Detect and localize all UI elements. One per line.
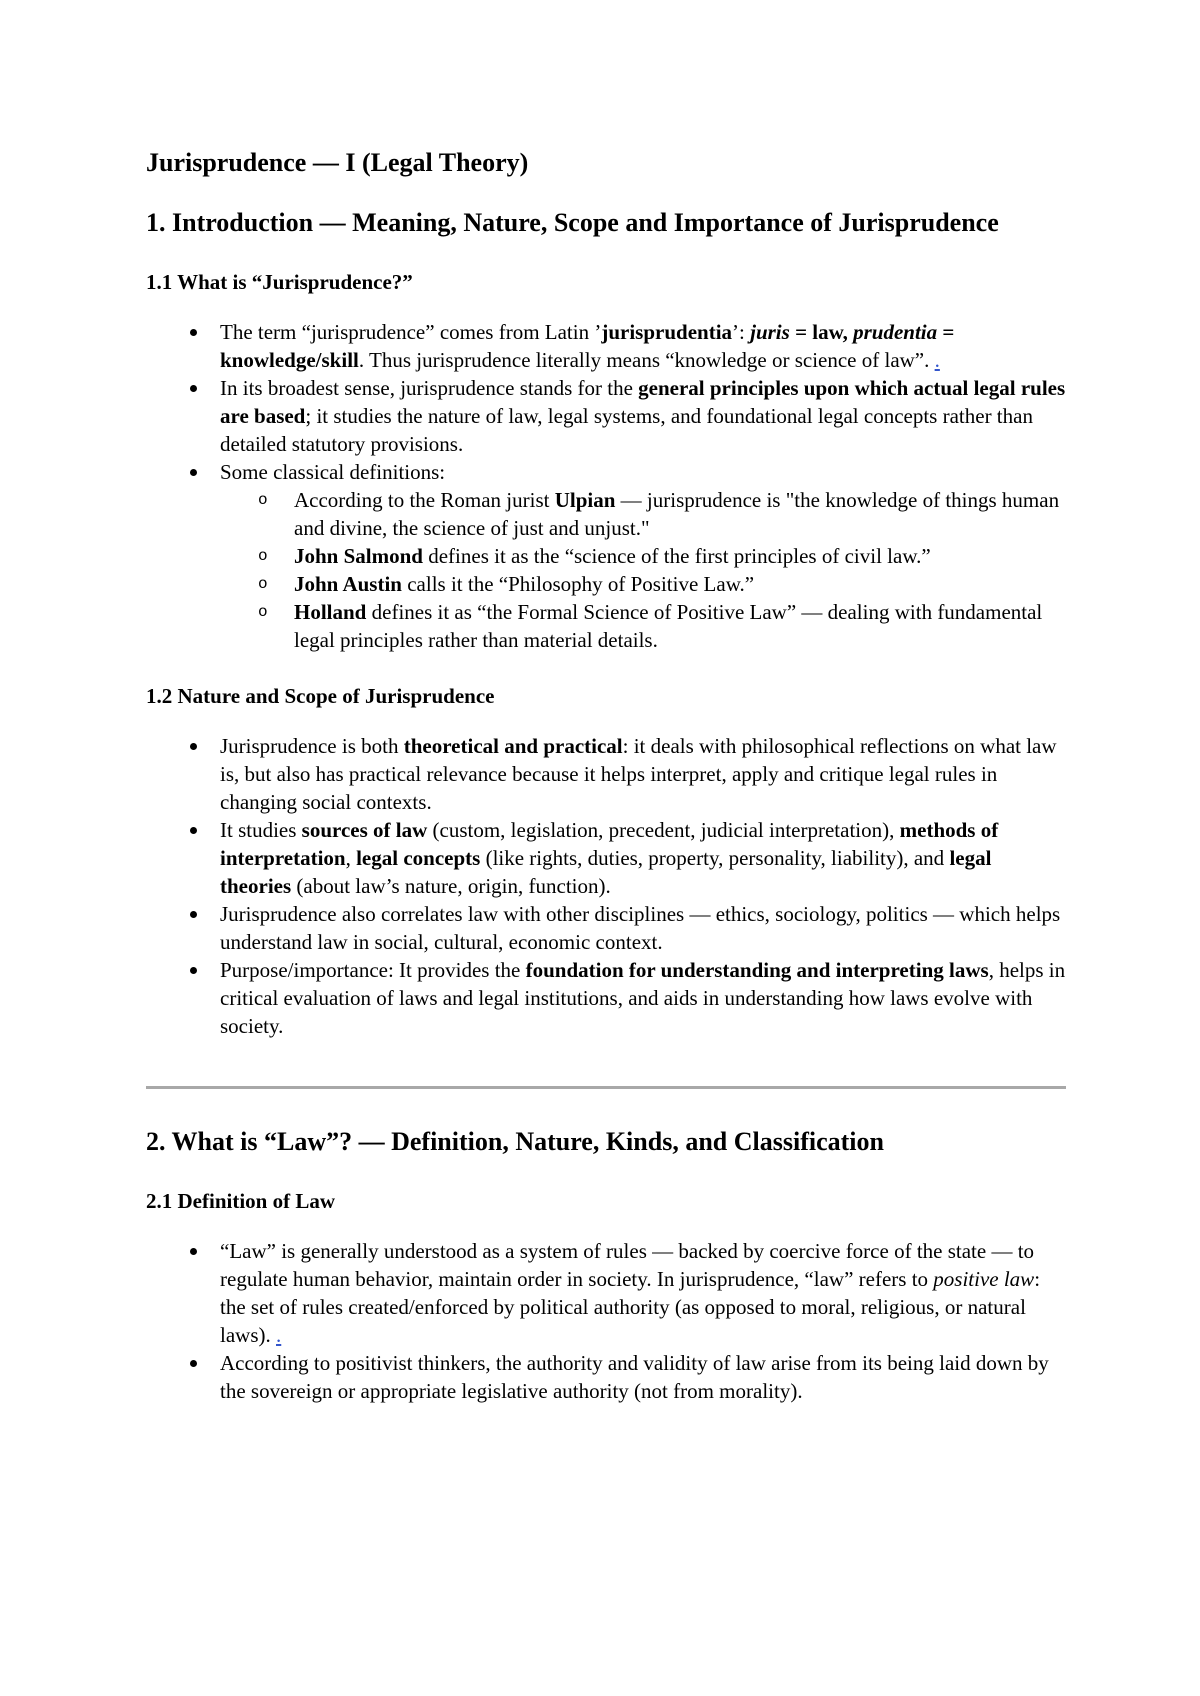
list-item: According to positivist thinkers, the authority and validity of law arise from its being laid down by the sovereign or appropriate legislative authority (not from morality). <box>220 1349 1066 1405</box>
section-1-heading: 1. Introduction — Meaning, Nature, Scope and Importance of Jurisprudence <box>146 208 999 237</box>
list-item: In its broadest sense, jurisprudence stands for the general principles upon which actual legal rules are based; it studies the nature of law, legal systems, and foundational legal concepts rather than detailed statutory provisions. <box>220 376 1066 456</box>
list-item: Purpose/importance: It provides the foundation for understanding and interpreting laws, helps in critical evaluation of laws and legal institutions, and aids in understanding how laws evolve with society. <box>220 958 1066 1038</box>
footnote-link[interactable]: . <box>276 1323 282 1347</box>
list-item: “Law” is generally understood as a system of rules — backed by coercive force of the state — to regulate human behavior, maintain order in society. In jurisprudence, “law” refers to positive law: the set of rules created/enforced by political authority (as opposed to moral, religious, or natural laws). . <box>220 1237 1066 1349</box>
list-item: It studies sources of law (custom, legislation, precedent, judicial interpretation), methods of interpretation, legal concepts (like rights, duties, property, personality, liability), and legal theories (about law’s nature, origin, function). <box>220 816 1066 900</box>
subsection-1-1-heading: 1.1 What is “Jurisprudence?” <box>146 270 413 294</box>
list-item: Some classical definitions: o According to the Roman jurist Ulpian — jurisprudence is "the knowledge of things human and divine, the science of just and unjust." o John Salmond defines it as the “science of the first principles of civil law.” o John Austin calls it the “Philosophy of Positive Law.” o Holland defines it as “the Formal Science of Positive Law” — dealing with fundamental legal principles rather than material details. <box>220 458 1066 654</box>
subsection-1-2-heading: 1.2 Nature and Scope of Jurisprudence <box>146 684 495 708</box>
section-divider <box>146 1086 1066 1089</box>
document-title: Jurisprudence — I (Legal Theory) <box>146 148 529 177</box>
sublist-item: o John Salmond defines it as the “science of the first principles of civil law.” <box>294 542 1066 570</box>
subsection-2-1-list <box>146 1237 1066 1405</box>
subsection-2-1-heading: 2.1 Definition of Law <box>146 1189 335 1213</box>
footnote-link[interactable]: . <box>934 348 940 372</box>
document-body <box>146 146 1066 1405</box>
sublist-item: o John Austin calls it the “Philosophy of Positive Law.” <box>294 570 1066 598</box>
section-2-heading: 2. What is “Law”? — Definition, Nature, Kinds, and Classification <box>146 1127 884 1156</box>
sublist-item: o Holland defines it as “the Formal Science of Positive Law” — dealing with fundamental legal principles rather than material details. <box>294 598 1066 654</box>
list-item: Jurisprudence is both theoretical and practical: it deals with philosophical reflections on what law is, but also has practical relevance because it helps interpret, apply and critique legal rules in changing social contexts. <box>220 732 1066 816</box>
subsection-1-2-list <box>146 732 1066 1040</box>
sublist-item: o According to the Roman jurist Ulpian — jurisprudence is "the knowledge of things human and divine, the science of just and unjust." <box>294 486 1066 542</box>
subsection-1-1-list <box>146 318 1066 654</box>
list-item: The term “jurisprudence” comes from Latin ’jurisprudentia’: juris = law, prudentia = knowledge/skill. Thus jurisprudence literally means “knowledge or science of law”. . <box>220 318 1066 374</box>
list-item: Jurisprudence also correlates law with other disciplines — ethics, sociology, politics — which helps understand law in social, cultural, economic context. <box>220 900 1066 956</box>
definitions-sublist <box>220 486 1066 654</box>
